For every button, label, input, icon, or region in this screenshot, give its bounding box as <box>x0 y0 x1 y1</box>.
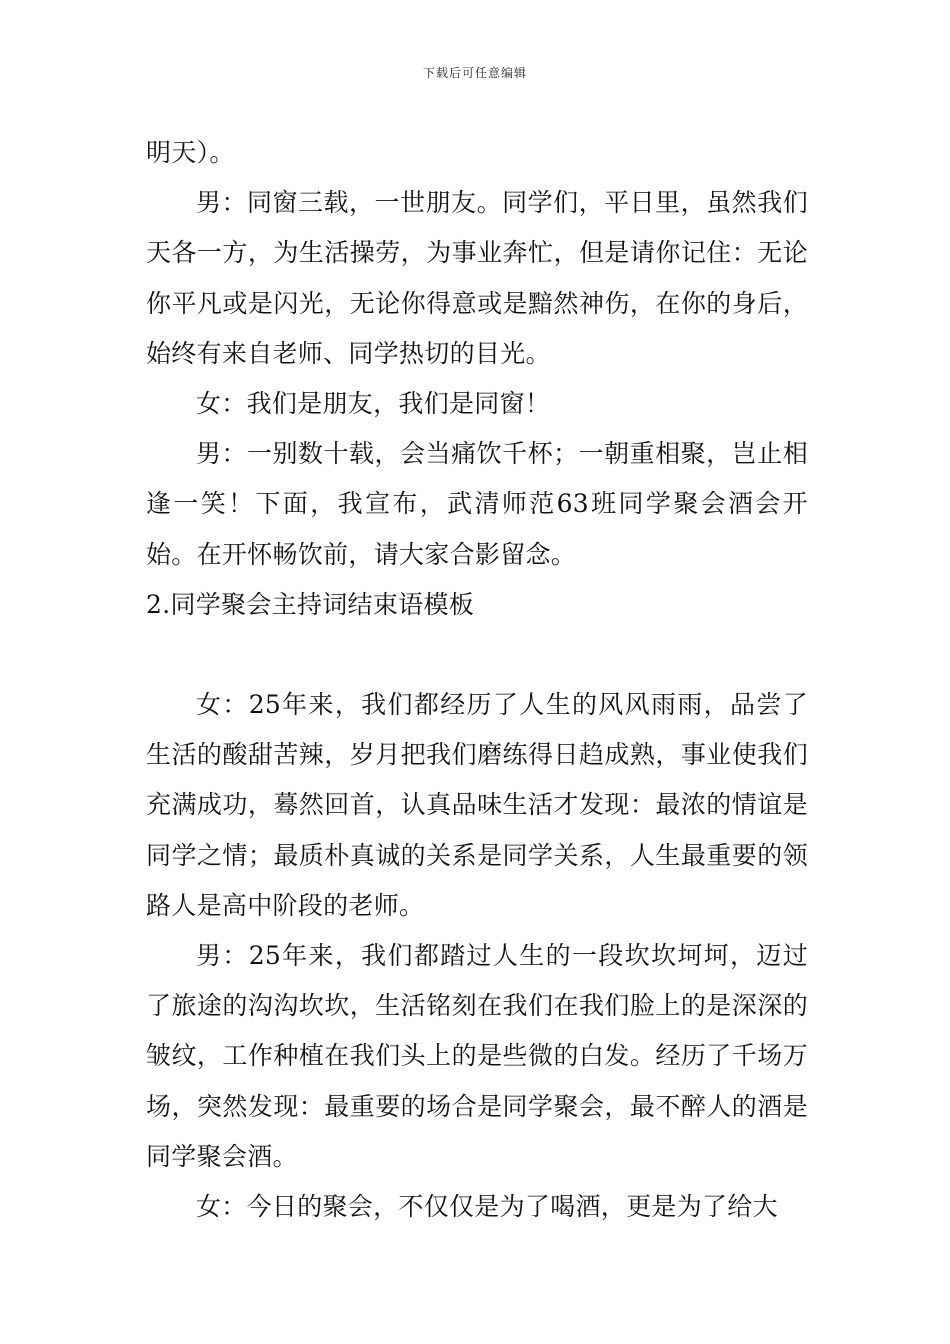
document-body <box>146 128 808 1232</box>
paragraph: 男：一别数十载，会当痛饮千杯；一朝重相聚，岂止相逢一笑！下面，我宣布，武清师范63班同学聚会酒会开始。在开怀畅饮前，请大家合影留念。 <box>146 439 808 569</box>
paragraph: 男：同窗三载，一世朋友。同学们，平日里，虽然我们天各一方，为生活操劳，为事业奔忙，但是请你记住：无论你平凡或是闪光，无论你得意或是黯然神伤，在你的身后，始终有来自老师、同学热切的目光。 <box>146 188 808 368</box>
paragraph: 女：25年来，我们都经历了人生的风风雨雨，品尝了生活的酸甜苦辣，岁月把我们磨练得日趋成熟，事业使我们充满成功，蓦然回首，认真品味生活才发现：最浓的情谊是同学之情；最质朴真诚的关系是同学关系，人生最重要的领路人是高中阶段的老师。 <box>146 690 808 920</box>
section-heading: 2.同学聚会主持词结束语模板 <box>146 589 475 619</box>
paragraph: 女：今日的聚会，不仅仅是为了喝酒，更是为了给大 <box>196 1192 778 1222</box>
blank-line <box>146 630 808 680</box>
header-note: 下载后可任意编辑 <box>422 66 527 80</box>
paragraph: 男：25年来，我们都踏过人生的一段坎坎坷坷，迈过了旅途的沟沟坎坎，生活铭刻在我们在我们脸上的是深深的皱纹，工作种植在我们头上的是些微的白发。经历了千场万场，突然发现：最重要的场合是同学聚会，最不醉人的酒是同学聚会酒。 <box>146 941 808 1171</box>
paragraph: 明天）。 <box>146 138 235 167</box>
paragraph: 女：我们是朋友，我们是同窗！ <box>196 389 551 419</box>
